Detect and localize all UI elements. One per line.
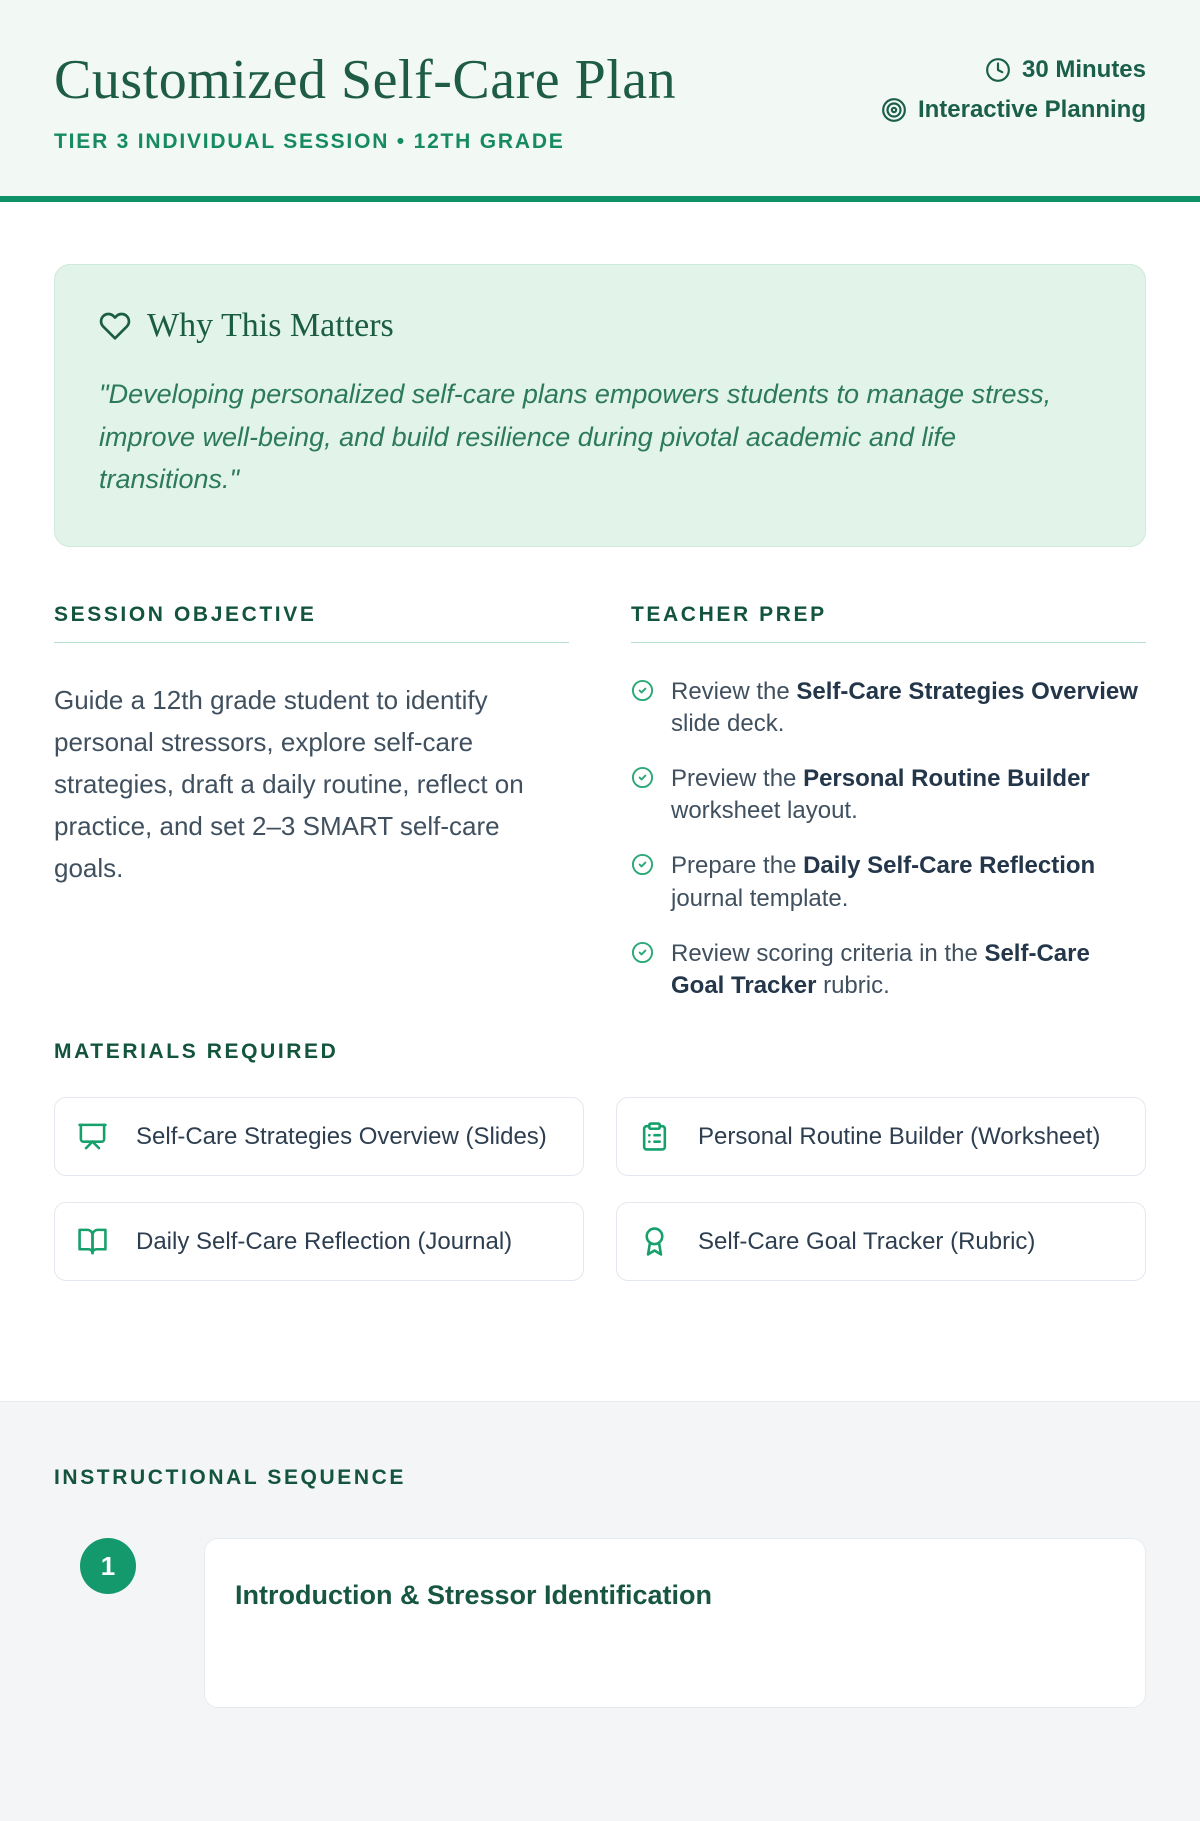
- prep-text-pre: Preview the: [671, 765, 804, 793]
- prep-text-bold: Self-Care Strategies Overview: [796, 677, 1138, 705]
- prep-text-bold: Self-Care Goal Tracker: [671, 939, 1090, 999]
- prep-text-bold: Personal Routine Builder: [803, 765, 1090, 793]
- step-number-badge: 1: [80, 1538, 136, 1594]
- materials-grid: [54, 1097, 1146, 1281]
- clipboard-icon: [639, 1121, 670, 1152]
- material-label: Self-Care Goal Tracker (Rubric): [698, 1227, 1036, 1255]
- session-objective-heading: SESSION OBJECTIVE: [54, 603, 569, 643]
- check-circle-icon: [631, 853, 654, 876]
- teacher-prep-section: [631, 603, 1146, 1002]
- material-label: Daily Self-Care Reflection (Journal): [136, 1227, 513, 1255]
- material-label: Self-Care Strategies Overview (Slides): [136, 1122, 547, 1150]
- why-title-row: [99, 307, 1101, 345]
- prep-text-post: journal template.: [671, 884, 849, 912]
- check-circle-icon: [631, 766, 654, 789]
- material-card-rubric[interactable]: [616, 1202, 1146, 1281]
- teacher-prep-list: [631, 676, 1146, 1002]
- sequence-step-row: [80, 1538, 1146, 1708]
- format-meta: [881, 96, 1146, 124]
- presentation-icon: [77, 1121, 108, 1152]
- format-label: Interactive Planning: [917, 96, 1146, 123]
- teacher-prep-heading: TEACHER PREP: [631, 603, 1146, 643]
- prep-item-text: [671, 676, 1146, 740]
- prep-text-post: worksheet layout.: [671, 797, 858, 825]
- header-titles: [54, 50, 676, 154]
- instructional-sequence-heading: INSTRUCTIONAL SEQUENCE: [54, 1466, 406, 1490]
- prep-text-pre: Prepare the: [671, 852, 804, 880]
- prep-text-post: slide deck.: [671, 709, 785, 737]
- prep-item: [631, 676, 1146, 740]
- step-card: [204, 1538, 1146, 1708]
- header: [0, 0, 1200, 202]
- page-title: Customized Self-Care Plan: [54, 49, 677, 111]
- page-subtitle: TIER 3 INDIVIDUAL SESSION • 12TH GRADE: [54, 130, 565, 154]
- header-meta: [881, 56, 1146, 124]
- check-circle-icon: [631, 941, 654, 964]
- award-icon: [639, 1226, 670, 1257]
- step-title: Introduction & Stressor Identification: [235, 1580, 713, 1611]
- session-objective-section: [54, 603, 569, 1002]
- instructional-sequence-section: [0, 1401, 1200, 1821]
- prep-item-text: [671, 938, 1146, 1002]
- prep-item: [631, 850, 1146, 914]
- duration-label: 30 Minutes: [1021, 56, 1146, 83]
- book-open-icon: [77, 1226, 108, 1257]
- prep-text-pre: Review scoring criteria in the: [671, 939, 985, 967]
- prep-item-text: [671, 763, 1146, 827]
- prep-item: [631, 938, 1146, 1002]
- prep-item-text: [671, 850, 1146, 914]
- prep-text-pre: Review the: [671, 677, 797, 705]
- session-objective-text: Guide a 12th grade student to identify personal stressors, explore self-care strategies, draft a daily routine, reflect on practice, and set 2–3 SMART self-care goals.: [54, 684, 524, 884]
- materials-heading: MATERIALS REQUIRED: [54, 1040, 339, 1064]
- material-card-slides[interactable]: [54, 1097, 584, 1176]
- check-circle-icon: [631, 679, 654, 702]
- material-label: Personal Routine Builder (Worksheet): [698, 1122, 1101, 1150]
- prep-text-bold: Daily Self-Care Reflection: [803, 852, 1096, 880]
- heart-icon: [99, 310, 131, 342]
- clock-icon: [985, 57, 1011, 83]
- prep-text-post: rubric.: [816, 971, 890, 999]
- materials-section: [54, 1040, 1146, 1281]
- duration-meta: [985, 56, 1146, 84]
- target-icon: [881, 97, 907, 123]
- why-this-matters-callout: [54, 264, 1146, 546]
- prep-item: [631, 763, 1146, 827]
- objective-prep-columns: [54, 603, 1146, 1002]
- material-card-journal[interactable]: [54, 1202, 584, 1281]
- why-title: Why This Matters: [147, 307, 394, 345]
- why-quote: "Developing personalized self-care plans empowers students to manage stress, improve well-being, and build resilience during pivotal academic and life transitions.": [99, 379, 1052, 494]
- material-card-worksheet[interactable]: [616, 1097, 1146, 1176]
